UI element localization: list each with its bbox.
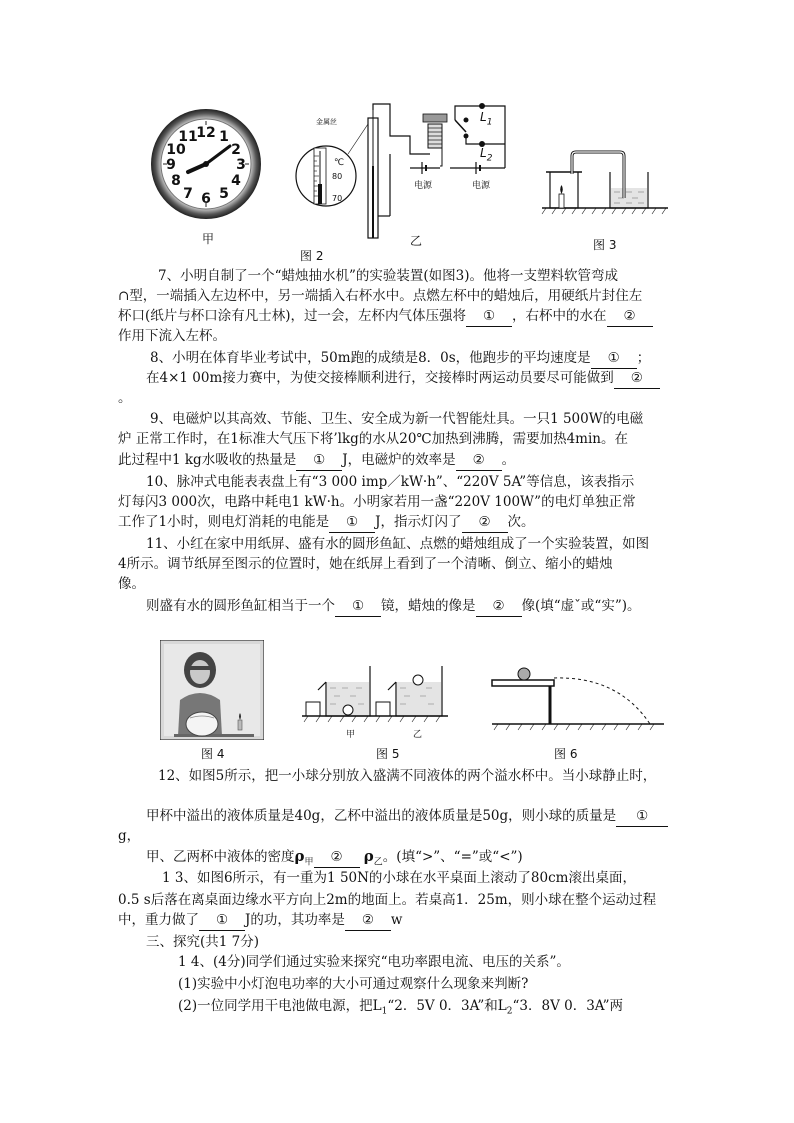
q13-line1: 1 3、如图6所示，有一重为1 50N的小球在水平桌面上滚动了80cm滚出桌面， bbox=[162, 870, 636, 886]
q8-blank-2[interactable]: ② bbox=[614, 368, 660, 389]
q9-line1: 9、电磁炉以其高效、节能、卫生、安全成为新一代智能灶具。一只1 500W的电磁 bbox=[150, 411, 644, 427]
fig5-caption: 图 5 bbox=[376, 747, 400, 761]
fig2-caption: 图 2 bbox=[300, 249, 324, 263]
q13-line3: 中，重力做了 ① J的功，其功率是 ② w bbox=[118, 910, 402, 931]
girl-face bbox=[190, 660, 210, 684]
q8-blank-1[interactable]: ① bbox=[591, 348, 637, 369]
q10-line1: 10、脉冲式电能表表盘上有“3 000 imp／kW·h”、“220V 5A”等信息，该表指示 bbox=[146, 474, 635, 490]
q7-line1: 7、小明自制了一个“蜡烛抽水机”的实验装置(如图3)。他将一支塑料软管弯成 bbox=[158, 268, 619, 284]
fig2-wire-label: 金属丝 bbox=[316, 118, 337, 126]
fig2-yi-caption: 乙 bbox=[410, 234, 423, 248]
clock-num-3: 3 bbox=[236, 157, 246, 173]
q13-line2: 0.5 s后落在离桌面边缘水平方向上2m的地面上。若桌高1．25m，则小球在整个运动过程 bbox=[118, 892, 657, 908]
q12-line2: 甲杯中溢出的液体质量是40g，乙杯中溢出的液体质量是50g，则小球的质量是 ① bbox=[146, 806, 668, 827]
clock-num-4: 4 bbox=[231, 173, 241, 189]
q11-line4: 则盛有水的圆形鱼缸相当于一个 ① 镜，蜡烛的像是 ② 像(填“虚ˇ或“实”)。 bbox=[146, 596, 641, 617]
clock-num-9: 9 bbox=[166, 157, 176, 173]
clock-num-10: 10 bbox=[166, 142, 186, 158]
fig6-caption: 图 6 bbox=[554, 747, 578, 761]
q12-line3: g， bbox=[118, 828, 141, 844]
fig2-jia-caption: 甲 bbox=[202, 232, 215, 246]
fig3-caption: 图 3 bbox=[593, 238, 617, 252]
q14-line3: (2)一位同学用干电池做电源，把$L_1“2$．5V 0．3A”和$L_2“3$．8V 0．3A”两 bbox=[178, 998, 623, 1017]
candle bbox=[238, 720, 242, 730]
fig2-unit-label: ℃ bbox=[334, 158, 345, 168]
q7-line3: 杯口(纸片与杯口涂有凡士林)，过一会，左杯内气体压强将 ① ，右杯中的水在 ② bbox=[118, 306, 653, 327]
overflow-cups-figure bbox=[300, 660, 450, 726]
clock-figure bbox=[150, 108, 262, 220]
q12-line1: 12、如图5所示，把一小球分别放入盛满不同液体的两个溢水杯中。当小球静止时， bbox=[158, 768, 657, 784]
trajectory bbox=[554, 678, 650, 724]
q7-line2: ∩型，一端插入左边杯中，另一端插入右杯水中。点燃左杯中的蜡烛后，用硬纸片封住左 bbox=[118, 288, 643, 304]
q11-line1: 11、小红在家中用纸屏、盛有水的圆形鱼缸、点燃的蜡烛组成了一个实验装置，如图 bbox=[146, 536, 650, 552]
clock-num-2: 2 bbox=[231, 142, 241, 158]
clock-num-7: 7 bbox=[183, 186, 193, 202]
ball-jia bbox=[343, 705, 353, 715]
q10-line3: 工作了1小时，则电灯消耗的电能是 ① J，指示灯闪了 ② 次。 bbox=[118, 512, 535, 533]
fig2-lamp-l2: $L_2$ bbox=[480, 146, 493, 164]
fig2-power-1: 电源 bbox=[414, 181, 433, 191]
clock-num-6: 6 bbox=[201, 191, 211, 207]
clock-num-1: 1 bbox=[219, 129, 229, 145]
q8-line1: 8、小明在体育毕业考试中，50m跑的成绩是8．0s，他跑步的平均速度是 ① ； bbox=[150, 348, 650, 369]
table-top bbox=[492, 680, 554, 686]
q11-line3: 像。 bbox=[118, 576, 145, 592]
q9-blank-1[interactable]: ① bbox=[296, 450, 342, 471]
q10-blank-2[interactable]: ② bbox=[462, 512, 508, 533]
q9-line2: 炉 正常工作时，在1标准大气压下将’lkg的水从20℃加热到沸腾，需要加热4min。在 bbox=[118, 431, 628, 447]
fig2-tick-80: 80 bbox=[332, 172, 343, 181]
q7-blank-1[interactable]: ① bbox=[466, 306, 512, 327]
q11-line2: 4所示。调节纸屏至图示的位置时，她在纸屏上看到了一个清晰、倒立、缩小的蜡烛 bbox=[118, 556, 613, 572]
fig2-power-2: 电源 bbox=[472, 181, 491, 191]
ball-yi bbox=[413, 675, 423, 685]
q12-line4: 甲、乙两杯中液体的密度$\rho_甲$ ② $\rho_乙$。(填“>”、“=”或“<”) bbox=[146, 847, 523, 868]
q8-line3: 。 bbox=[118, 390, 132, 406]
clock-num-12: 12 bbox=[196, 125, 216, 141]
clock-num-5: 5 bbox=[219, 186, 229, 202]
fig4-caption: 图 4 bbox=[201, 747, 225, 761]
ball-table-figure bbox=[488, 664, 668, 734]
fig2-tick-70: 70 bbox=[332, 194, 343, 203]
q12-blank-1[interactable]: ① bbox=[616, 806, 668, 827]
q9-line3: 此过程中1 kg水吸收的热量是 ① J，电磁炉的效率是 ② 。 bbox=[118, 450, 515, 471]
q14-line1: 1 4、(4分)同学们通过实验来探究“电功率跟电流、电压的关系”。 bbox=[178, 954, 570, 970]
clock-num-8: 8 bbox=[171, 173, 181, 189]
q7-blank-2[interactable]: ② bbox=[607, 306, 653, 327]
q7-line4: 作用下流入左杯。 bbox=[118, 328, 226, 344]
candle bbox=[559, 194, 564, 208]
q8-line2: 在4×1 00m接力赛中，为使交接棒顺利进行，交接棒时两运动员要尽可能做到 ② bbox=[146, 368, 660, 389]
q10-line2: 灯每闪3 000次，电路中耗电1 kW·h。小明家若用一盏“220V 100W”的电灯单独正常 bbox=[118, 494, 636, 510]
q10-blank-1[interactable]: ① bbox=[329, 512, 375, 533]
q9-blank-2[interactable]: ② bbox=[456, 450, 502, 471]
q14-line2: (1)实验中小灯泡电功率的大小可通过观察什么现象来判断? bbox=[178, 976, 529, 992]
candle-pump-figure bbox=[540, 150, 670, 220]
q13-blank-2[interactable]: ② bbox=[345, 910, 391, 931]
fig5-jia-label: 甲 bbox=[346, 730, 356, 740]
ball bbox=[518, 668, 530, 680]
q11-blank-2[interactable]: ② bbox=[476, 596, 522, 617]
section3-title: 三、探究(共1 7分) bbox=[146, 934, 260, 950]
q11-blank-1[interactable]: ① bbox=[335, 596, 381, 617]
clock-num-11: 11 bbox=[178, 129, 198, 145]
q12-blank-2[interactable]: ② bbox=[314, 847, 360, 868]
fig5-yi-label: 乙 bbox=[413, 730, 423, 740]
q13-blank-1[interactable]: ① bbox=[199, 910, 245, 931]
fig2-lamp-l1: $L_1$ bbox=[480, 110, 493, 128]
girl-fishbowl-figure bbox=[160, 640, 264, 740]
